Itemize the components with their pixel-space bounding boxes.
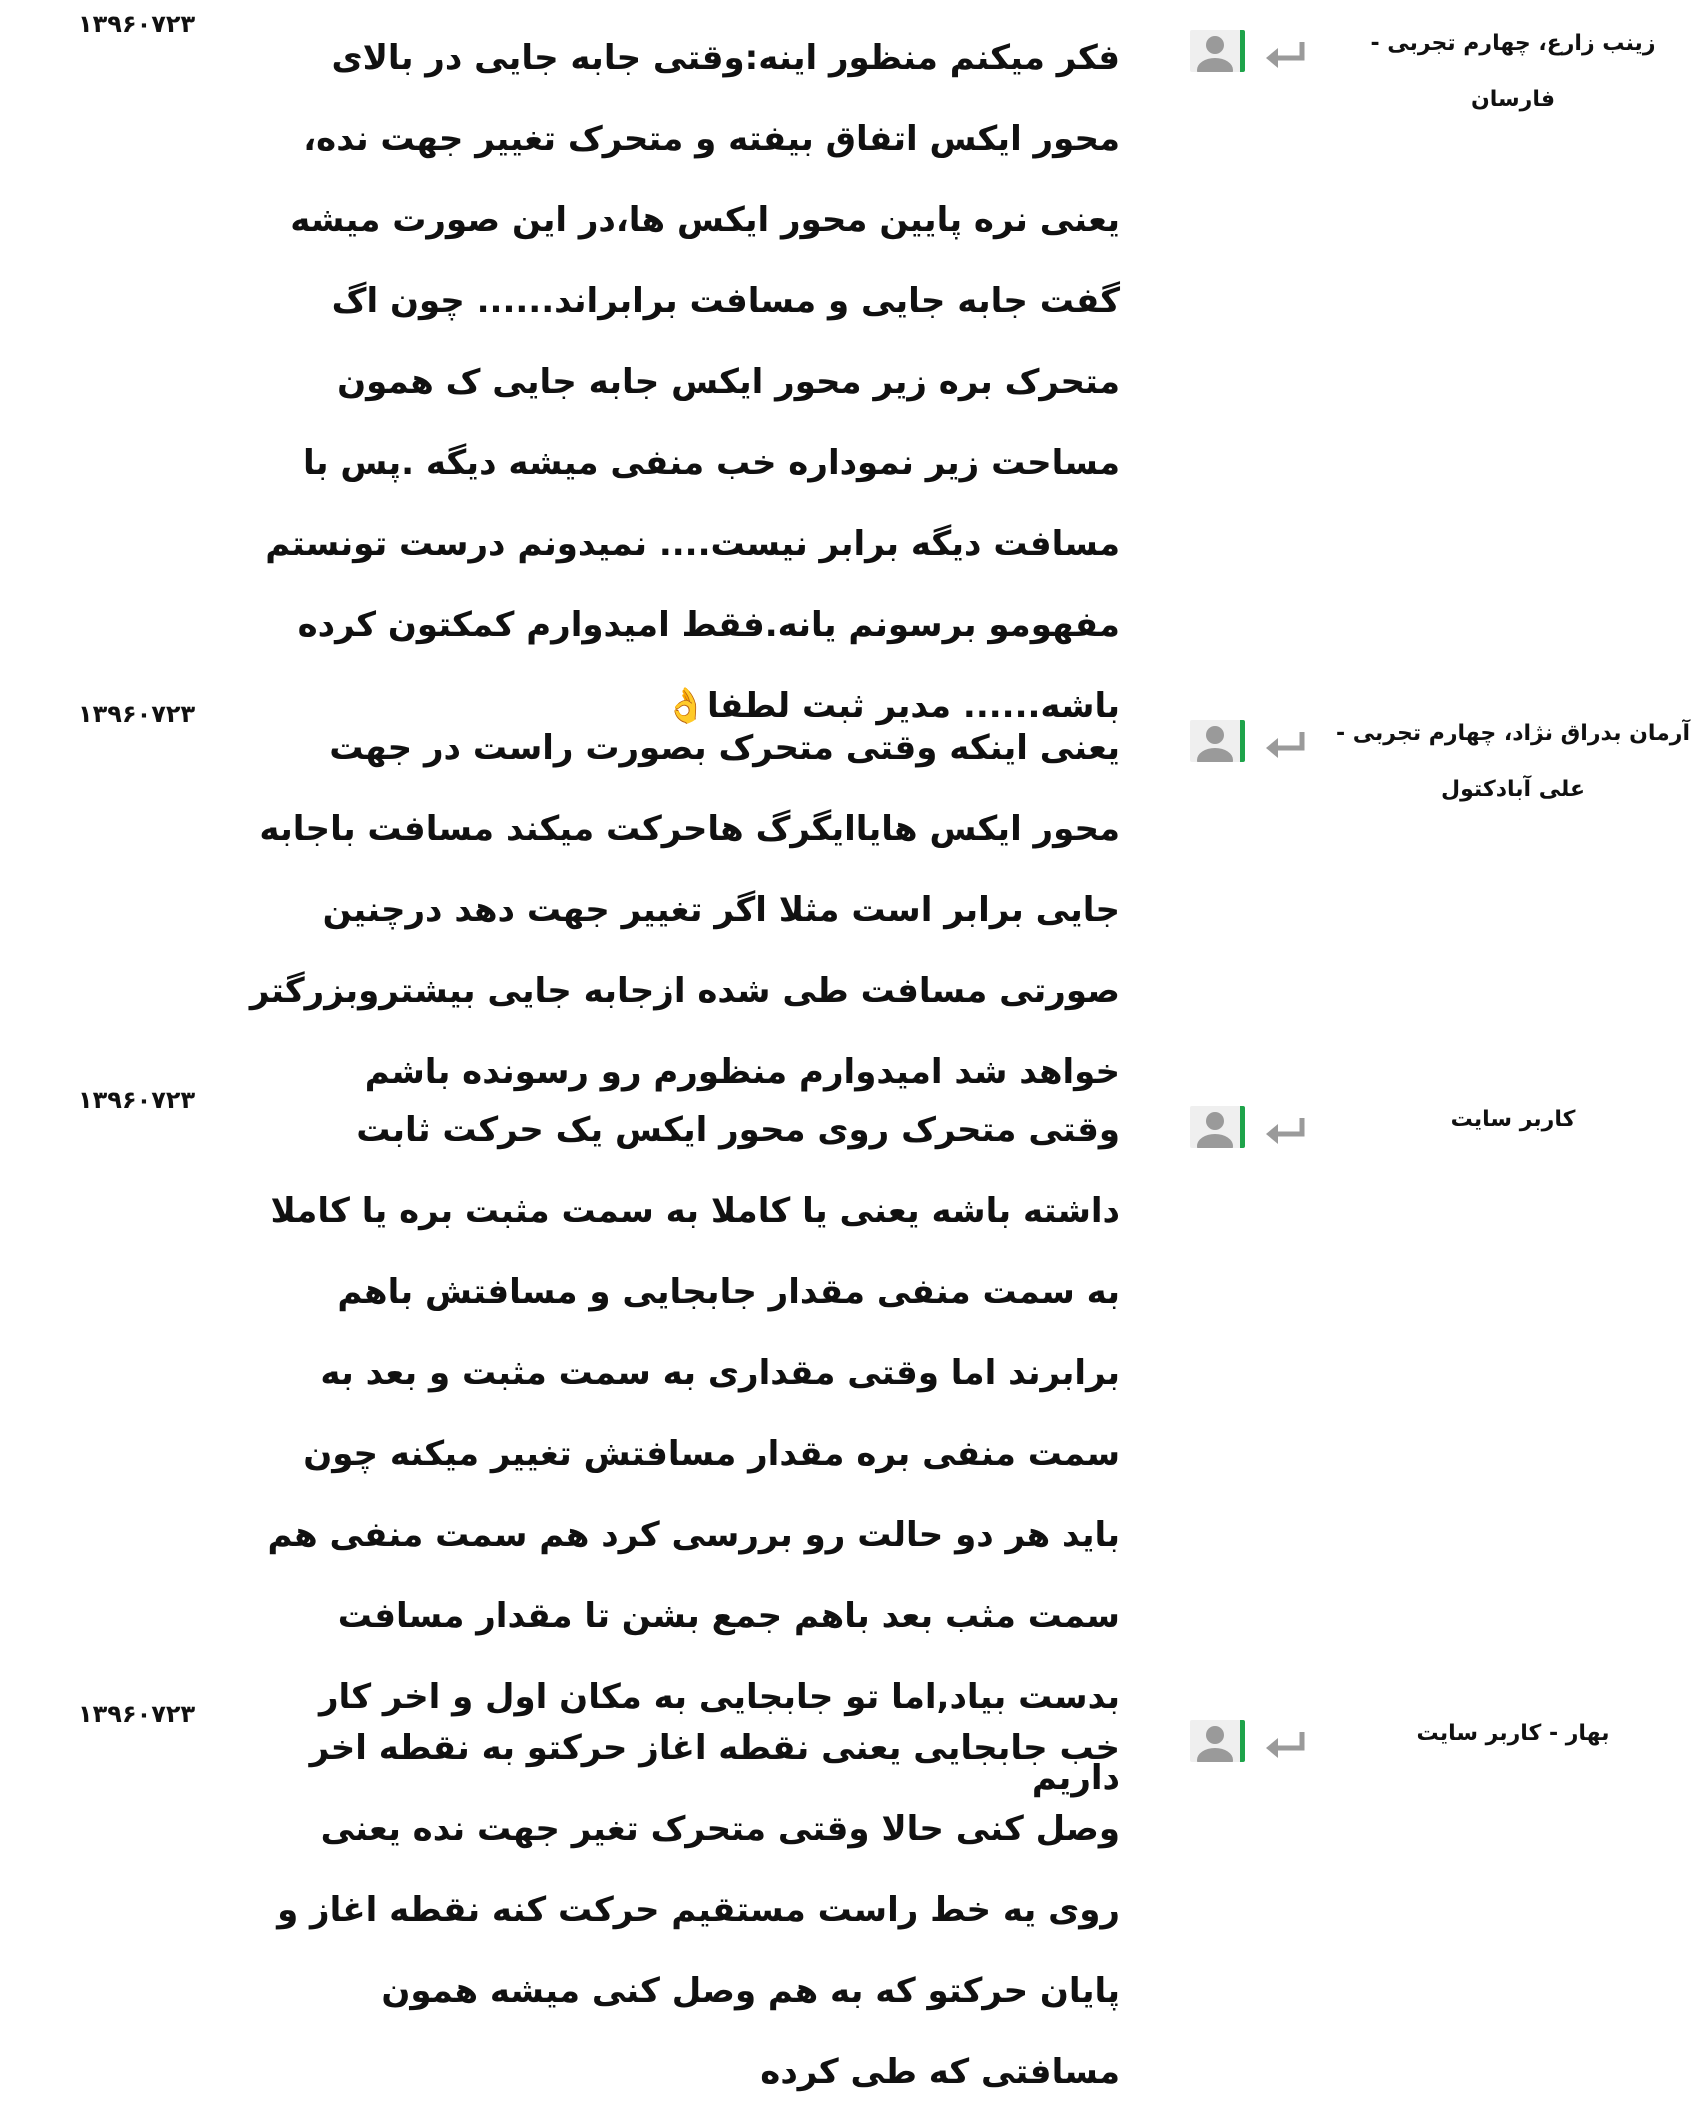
author-name: زینب زارع، چهارم تجربی - — [1370, 31, 1656, 56]
comment-author — [1330, 16, 1696, 128]
author-name: آرمان بدراق نژاد، چهارم تجربی - — [1335, 721, 1691, 746]
comment-date: ۱۳۹۶۰۷۲۳ — [78, 1700, 196, 1728]
author-name: بهار - کاربر سایت — [1416, 1721, 1610, 1746]
reply-arrow-icon[interactable] — [1262, 1114, 1308, 1144]
comment-author — [1330, 706, 1696, 818]
comment-text: یعنی اینکه وقتی متحرک بصورت راست در جهت محور ایکس هایاایگرگ هاحرکت میکند مسافت باجابه جایی برابر است مثلا اگر تغییر جهت دهد درچنین صورتی مسافت طی شده ازجابه جایی بیشتروبزرگتر خواهد شد امیدوارم منظورم رو رسونده باشم — [249, 728, 1120, 1092]
reply-arrow-icon[interactable] — [1262, 38, 1308, 68]
reply-arrow-icon[interactable] — [1262, 1728, 1308, 1758]
comment-date: ۱۳۹۶۰۷۲۳ — [78, 700, 196, 728]
user-avatar-icon — [1190, 1720, 1245, 1762]
comment-text: خب جابجایی یعنی نقطه اغاز حرکتو به نقطه اخر وصل کنی حالا وقتی متحرک تغیر جهت نده یعنی روی یه خط راست مستقیم حرکت کنه نقطه اغاز و پایان حرکتو که به هم وصل کنی میشه همون مسافتی که طی کرده — [277, 1728, 1120, 2092]
reply-arrow-icon[interactable] — [1262, 728, 1308, 758]
author-location: فارسان — [1470, 87, 1555, 112]
comment-author — [1330, 1092, 1696, 1148]
comment-text: وقتی متحرک روی محور ایکس یک حرکت ثابت داشته باشه یعنی یا کاملا به سمت مثبت بره یا کاملا به سمت منفی مقدار جابجایی و مسافتش باهم برابرند اما وقتی مقداری به سمت مثبت و بعد به سمت منفی بره مقدار مسافتش تغییر میکنه چون باید هر دو حالت رو بررسی کرد هم سمت منفی هم سمت مثب بعد باهم جمع بشن تا مقدار مسافت بدست بیاد,اما تو جابجایی به مکان اول و اخر کار داریم — [267, 1110, 1120, 1798]
author-location: علی آبادکتول — [1441, 777, 1585, 802]
user-avatar-icon — [1190, 1106, 1245, 1148]
comment-text: فکر میکنم منظور اینه:وقتی جابه جایی در بالای محور ایکس اتفاق بیفته و متحرک تغییر جهت نده، یعنی نره پایین محور ایکس ها،در این صورت میشه گفت جابه جایی و مسافت برابراند...... چون اگ متحرک بره زیر محور ایکس جابه جایی ک همون مساحت زیر نموداره خب منفی میشه دیگه .پس با مسافت دیگه برابر نیست.... نمیدونم درست تونستم مفهومو برسونم یانه.فقط امیدوارم کمکتون کرده باشه...... مدیر ثبت لطفا👌 — [265, 38, 1120, 726]
user-avatar-icon — [1190, 30, 1245, 72]
comment-date: ۱۳۹۶۰۷۲۳ — [78, 10, 196, 38]
comment-author — [1330, 1706, 1696, 1762]
comment-date: ۱۳۹۶۰۷۲۳ — [78, 1086, 196, 1114]
author-name: کاربر سایت — [1450, 1107, 1576, 1132]
user-avatar-icon — [1190, 720, 1245, 762]
